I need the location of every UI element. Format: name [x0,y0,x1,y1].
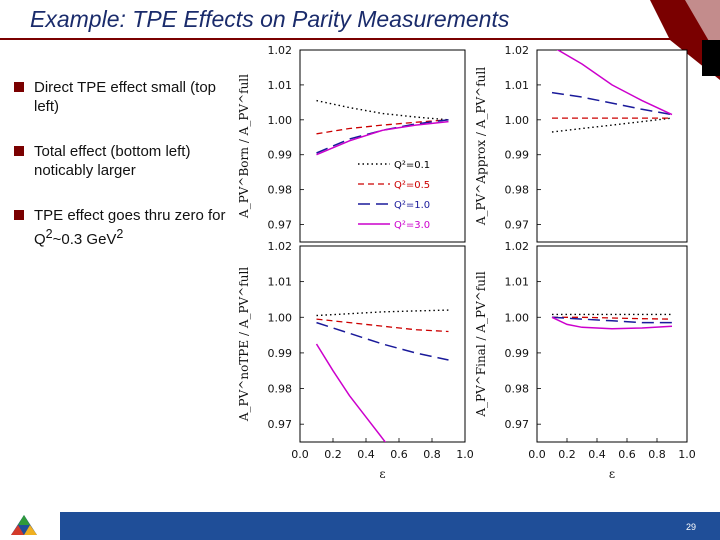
bullet-item [14,78,244,116]
y-tick-label: 1.00 [267,311,292,325]
y-tick-label: 1.02 [267,44,292,57]
bullet-text: TPE effect goes thru zero for Q [34,207,226,248]
bullet-marker [14,146,24,156]
legend-label: Q²=1.0 [394,200,431,211]
x-axis-label: ε [608,467,616,481]
x-axis-label: ε [379,467,386,481]
bullet-item [14,206,244,249]
y-tick-label: 0.98 [504,183,529,197]
x-tick-label: 1.0 [456,448,474,461]
bullet-item [14,142,244,180]
y-tick-label: 0.98 [267,382,292,396]
y-axis-label: A_PV^Approx / A_PV^full [474,66,488,226]
y-tick-label: 0.99 [267,148,292,162]
x-tick-label: 0.6 [390,448,408,461]
x-tick-label: 0.8 [423,448,441,461]
y-tick-label: 1.01 [267,78,292,92]
x-tick-label: 0.0 [291,448,309,461]
chart-panel-bottom-right [474,240,696,481]
y-tick-label: 1.01 [504,275,529,289]
bullet-marker [14,210,24,220]
y-tick-label: 0.97 [504,218,529,232]
page-number: 29 [685,522,696,532]
y-tick-label: 1.02 [504,240,529,253]
bullet-text-cont: ~0.3 GeV [52,231,117,248]
y-axis-label: A_PV^Final / A_PV^full [474,271,488,417]
legend-label: Q²=3.0 [394,220,431,231]
chart-panel-top-right [474,44,687,242]
y-tick-label: 0.99 [267,346,292,360]
superscript: 2 [45,227,53,241]
y-axis-label: A_PV^Born / A_PV^full [237,74,251,218]
tpe-chart-grid [230,42,720,492]
y-tick-label: 0.98 [267,183,292,197]
lab-logo [10,514,38,536]
x-tick-label: 0.4 [588,448,606,461]
x-tick-label: 1.0 [678,448,696,461]
chart-panel-top-left [237,44,465,242]
superscript: 2 [116,227,124,241]
y-tick-label: 1.01 [504,78,529,92]
bullet-marker [14,82,24,92]
y-tick-label: 0.97 [504,418,529,432]
plot-frame [537,246,687,442]
x-tick-label: 0.0 [528,448,546,461]
y-tick-label: 1.00 [504,311,529,325]
legend-label: Q²=0.5 [394,180,431,191]
x-tick-label: 0.2 [324,448,342,461]
x-tick-label: 0.6 [618,448,636,461]
slide-title: Example: TPE Effects on Parity Measurements [30,6,510,32]
y-tick-label: 0.97 [267,218,292,232]
title-divider [0,38,670,40]
footer-bar [0,512,720,540]
plot-frame [300,246,465,442]
x-tick-label: 0.2 [558,448,576,461]
y-tick-label: 1.00 [267,113,292,127]
y-tick-label: 1.02 [267,240,292,253]
y-tick-label: 0.97 [267,418,292,432]
bullet-list [14,78,244,275]
y-axis-label: A_PV^noTPE / A_PV^full [237,266,251,422]
plot-frame [300,50,465,242]
x-tick-label: 0.8 [648,448,666,461]
bullet-text: Total effect (bottom left) noticably larger [34,143,191,179]
chart-panel-bottom-left [237,240,474,481]
y-tick-label: 1.02 [504,44,529,57]
y-tick-label: 0.99 [504,346,529,360]
y-tick-label: 0.98 [504,382,529,396]
bullet-text: Direct TPE effect small (top left) [34,79,217,115]
x-tick-label: 0.4 [357,448,375,461]
y-tick-label: 1.00 [504,113,529,127]
y-tick-label: 1.01 [267,275,292,289]
legend-label: Q²=0.1 [394,160,431,171]
plot-frame [537,50,687,242]
y-tick-label: 0.99 [504,148,529,162]
